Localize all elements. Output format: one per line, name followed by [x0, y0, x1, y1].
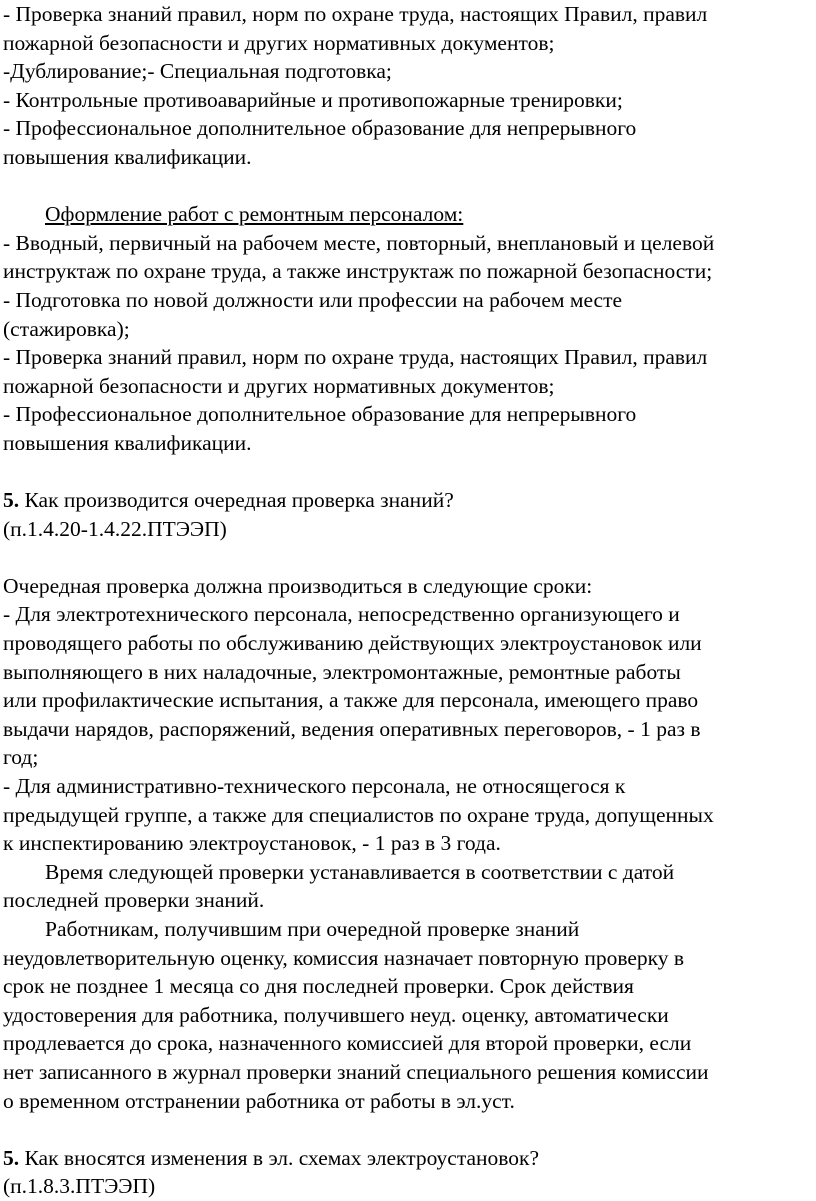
text-line: - Контрольные противоаварийные и противопожарные тренировки;	[3, 87, 623, 112]
text-line: к инспектированию электроустановок, - 1 раз в 3 года.	[3, 831, 501, 856]
text-line: повышения квалификации.	[3, 430, 252, 455]
text-line: продлевается до срока, назначенного комиссией для второй проверки, если	[3, 1031, 692, 1056]
text-line: неудовлетворительную оценку, комиссия назначает повторную проверку в	[3, 945, 685, 970]
text-line: пожарной безопасности и других нормативных документов;	[3, 373, 555, 398]
text-line: повышения квалификации.	[3, 144, 252, 169]
text-line: или профилактические испытания, а также для персонала, имеющего право	[3, 688, 699, 713]
text-line: - Проверка знаний правил, норм по охране труда, настоящих Правил, правил	[3, 345, 708, 370]
question-number: 5.	[3, 1145, 20, 1170]
question-number: 5.	[3, 488, 20, 513]
text-line: Очередная проверка должна производиться в следующие сроки:	[3, 573, 593, 598]
spacer	[3, 458, 813, 487]
answer-knowledge-check	[3, 572, 813, 1115]
text-line: Время следующей проверки устанавливается в соответствии с датой	[45, 859, 675, 884]
question-reference: (п.1.8.3.ПТЭЭП)	[3, 1174, 156, 1199]
section-heading-text: Оформление работ с ремонтным персоналом:	[45, 202, 464, 227]
text-line: - Профессиональное дополнительное образование для непрерывного	[3, 116, 637, 141]
text-line: - Для электротехнического персонала, непосредственно организующего и	[3, 602, 680, 627]
text-line: инструктаж по охране труда, а также инструктаж по пожарной безопасности;	[3, 259, 713, 284]
text-line: проводящего работы по обслуживанию действующих электроустановок или	[3, 631, 702, 656]
text-line: выполняющего в них наладочные, электромонтажные, ремонтные работы	[3, 659, 681, 684]
question-scheme-changes	[3, 1144, 813, 1201]
spacer	[3, 543, 813, 572]
intro-list	[3, 0, 813, 172]
question-text: Как вносятся изменения в эл. схемах электроустановок?	[19, 1145, 540, 1170]
text-line: предыдущей группе, а также для специалистов по охране труда, допущенных	[3, 802, 714, 827]
section-heading	[3, 200, 813, 229]
text-line: о временном отстранении работника от работы в эл.уст.	[3, 1088, 515, 1113]
text-line: - Вводный, первичный на рабочем месте, повторный, внеплановый и целевой	[3, 230, 715, 255]
question-knowledge-check	[3, 486, 813, 543]
text-line: Работникам, получившим при очередной проверке знаний	[45, 917, 580, 941]
text-line: (стажировка);	[3, 316, 130, 341]
text-line: - Проверка знаний правил, норм по охране труда, настоящих Правил, правил	[3, 2, 708, 26]
text-line: нет записанного в журнал проверки знаний специального решения комиссии	[3, 1059, 709, 1084]
document-page	[3, 0, 813, 1201]
question-reference: (п.1.4.20-1.4.22.ПТЭЭП)	[3, 516, 227, 541]
question-text: Как производится очередная проверка знаний?	[19, 488, 454, 513]
text-line: последней проверки знаний.	[3, 888, 265, 913]
question-line	[3, 1144, 813, 1173]
text-line: удостоверения для работника, получившего неуд. оценку, автоматически	[3, 1002, 669, 1027]
text-line: год;	[3, 745, 39, 770]
text-line: -Дублирование;- Специальная подготовка;	[3, 59, 392, 84]
spacer	[3, 1115, 813, 1144]
text-line: - Для административно-технического персонала, не относящегося к	[3, 774, 626, 799]
text-line: срок не позднее 1 месяца со дня последней проверки. Срок действия	[3, 974, 634, 999]
question-line	[3, 486, 813, 515]
text-line: - Подготовка по новой должности или профессии на рабочем месте	[3, 287, 623, 312]
text-line: пожарной безопасности и других нормативных документов;	[3, 30, 555, 55]
spacer	[3, 172, 813, 201]
text-line: - Профессиональное дополнительное образование для непрерывного	[3, 402, 637, 427]
text-line: выдачи нарядов, распоряжений, ведения оперативных переговоров, - 1 раз в	[3, 716, 701, 741]
repair-personnel-section	[3, 200, 813, 457]
